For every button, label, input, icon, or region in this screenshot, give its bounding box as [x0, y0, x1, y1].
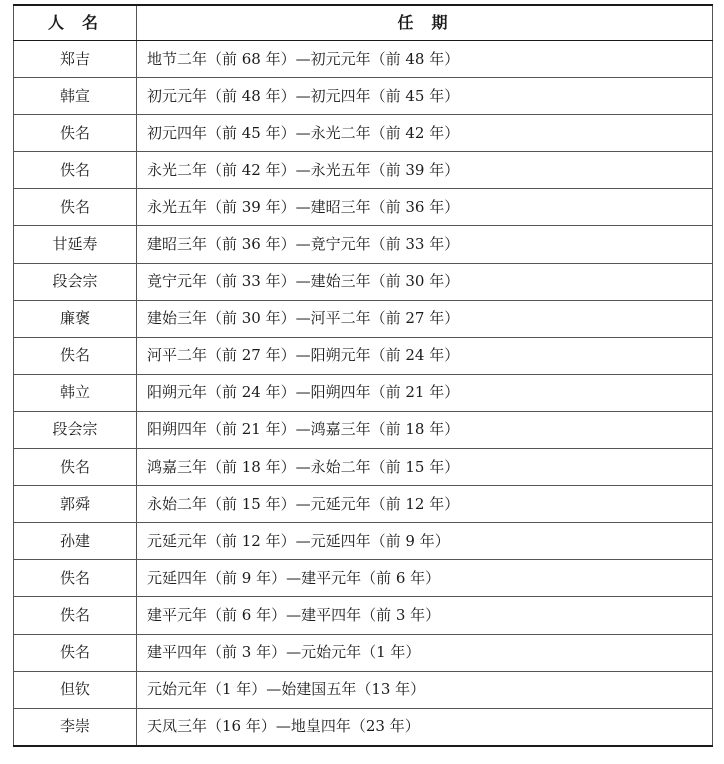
cell-name: 佚名	[14, 560, 137, 597]
table-row	[14, 523, 713, 560]
header-row	[14, 5, 713, 41]
cell-name: 廉褒	[14, 300, 137, 337]
cell-name: 佚名	[14, 152, 137, 189]
cell-name: 佚名	[14, 634, 137, 671]
cell-term: 初元元年（前 48 年）—初元四年（前 45 年）	[137, 78, 713, 115]
term-table-container	[13, 4, 712, 747]
cell-term: 河平二年（前 27 年）—阳朔元年（前 24 年）	[137, 337, 713, 374]
cell-term: 建昭三年（前 36 年）—竟宁元年（前 33 年）	[137, 226, 713, 263]
table-row	[14, 189, 713, 226]
cell-name: 郑吉	[14, 41, 137, 78]
cell-term: 建始三年（前 30 年）—河平二年（前 27 年）	[137, 300, 713, 337]
cell-name: 甘延寿	[14, 226, 137, 263]
cell-name: 孙建	[14, 523, 137, 560]
cell-name: 韩立	[14, 374, 137, 411]
table-row	[14, 263, 713, 300]
term-table	[13, 4, 713, 747]
cell-name: 佚名	[14, 189, 137, 226]
cell-name: 郭舜	[14, 486, 137, 523]
table-row	[14, 337, 713, 374]
cell-name: 韩宣	[14, 78, 137, 115]
header-name: 人名	[14, 5, 137, 41]
cell-term: 鸿嘉三年（前 18 年）—永始二年（前 15 年）	[137, 449, 713, 486]
table-row	[14, 560, 713, 597]
cell-term: 地节二年（前 68 年）—初元元年（前 48 年）	[137, 41, 713, 78]
cell-term: 元延四年（前 9 年）—建平元年（前 6 年）	[137, 560, 713, 597]
cell-term: 初元四年（前 45 年）—永光二年（前 42 年）	[137, 115, 713, 152]
header-term: 任期	[137, 5, 713, 41]
table-row	[14, 634, 713, 671]
table-row	[14, 486, 713, 523]
table-row	[14, 226, 713, 263]
cell-name: 李崇	[14, 708, 137, 746]
table-header	[14, 5, 713, 41]
table-row	[14, 708, 713, 746]
table-body	[14, 41, 713, 746]
cell-term: 阳朔元年（前 24 年）—阳朔四年（前 21 年）	[137, 374, 713, 411]
cell-term: 元始元年（1 年）—始建国五年（13 年）	[137, 671, 713, 708]
cell-name: 佚名	[14, 337, 137, 374]
cell-name: 但钦	[14, 671, 137, 708]
table-row	[14, 374, 713, 411]
table-row	[14, 449, 713, 486]
table-row	[14, 115, 713, 152]
table-row	[14, 671, 713, 708]
cell-term: 元延元年（前 12 年）—元延四年（前 9 年）	[137, 523, 713, 560]
table-row	[14, 152, 713, 189]
cell-name: 佚名	[14, 115, 137, 152]
cell-term: 永光二年（前 42 年）—永光五年（前 39 年）	[137, 152, 713, 189]
cell-term: 建平四年（前 3 年）—元始元年（1 年）	[137, 634, 713, 671]
cell-term: 阳朔四年（前 21 年）—鸿嘉三年（前 18 年）	[137, 411, 713, 448]
cell-term: 天凤三年（16 年）—地皇四年（23 年）	[137, 708, 713, 746]
cell-term: 永光五年（前 39 年）—建昭三年（前 36 年）	[137, 189, 713, 226]
cell-term: 建平元年（前 6 年）—建平四年（前 3 年）	[137, 597, 713, 634]
table-row	[14, 597, 713, 634]
cell-name: 段会宗	[14, 263, 137, 300]
cell-name: 佚名	[14, 597, 137, 634]
cell-name: 佚名	[14, 449, 137, 486]
table-row	[14, 78, 713, 115]
table-row	[14, 411, 713, 448]
table-row	[14, 300, 713, 337]
table-row	[14, 41, 713, 78]
cell-term: 竟宁元年（前 33 年）—建始三年（前 30 年）	[137, 263, 713, 300]
cell-name: 段会宗	[14, 411, 137, 448]
cell-term: 永始二年（前 15 年）—元延元年（前 12 年）	[137, 486, 713, 523]
